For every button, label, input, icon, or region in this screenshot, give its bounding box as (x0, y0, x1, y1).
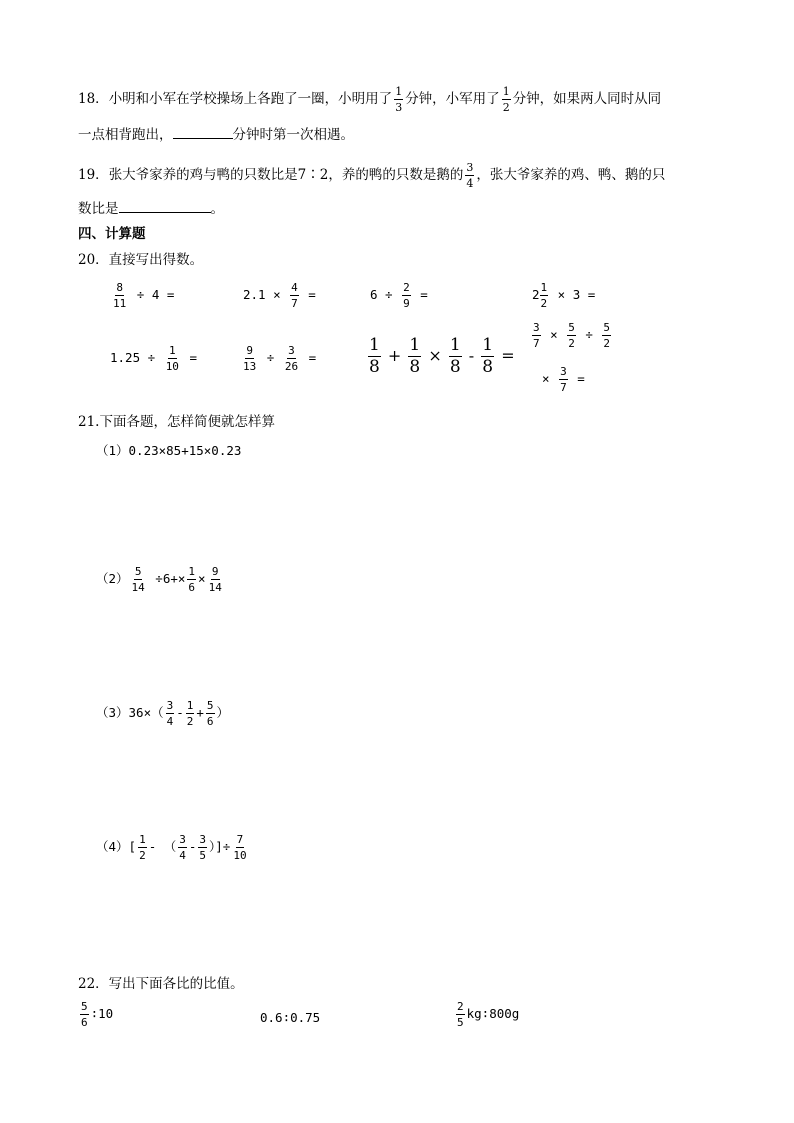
numerator: 3 (199, 833, 207, 846)
fraction (112, 282, 127, 309)
sub-question-label: （4）[ (96, 839, 137, 854)
fraction (456, 1001, 465, 1028)
numerator: 5 (81, 1000, 88, 1013)
numerator: 5 (568, 321, 575, 334)
expression-text: - （ (148, 839, 177, 854)
fraction (208, 566, 223, 593)
question-19-line-1 (78, 162, 665, 189)
denominator: 4 (466, 177, 474, 190)
operator: ÷ (259, 350, 282, 365)
sub-question-1: （1）0.23×85+15×0.23 (96, 443, 242, 458)
numerator: 4 (291, 281, 298, 294)
question-number: 19． (78, 167, 109, 183)
denominator: 5 (199, 849, 207, 862)
question-number: 18． (78, 91, 109, 107)
whole-number: 2 (532, 287, 540, 302)
fraction (165, 345, 180, 372)
answer-blank[interactable] (173, 124, 233, 139)
question-21-title: 21.下面各题，怎样简便就怎样算 (78, 414, 275, 430)
fraction (166, 700, 175, 727)
operator: × (428, 346, 442, 365)
numerator: 3 (533, 321, 540, 334)
question-text: 张大爷家养的鸡与鸭的只数比是7∶2，养的鸭的只数是鹅的 (108, 167, 464, 183)
denominator: 10 (233, 849, 247, 862)
question-text: 分钟时第一次相遇。 (232, 127, 354, 143)
expression-text: kg∶800g (466, 1006, 520, 1021)
expression-text: 6 ÷ (370, 287, 401, 302)
denominator: 4 (166, 715, 174, 728)
question-18-line-2 (78, 124, 354, 145)
sub-question-3 (96, 700, 229, 727)
sub-question-label: （3）36×（ (96, 705, 164, 720)
expression-text: ） (216, 705, 230, 720)
expression-text: ÷ 4 = (129, 287, 175, 302)
operator: = (501, 346, 515, 365)
expression-20-1 (110, 282, 174, 309)
question-text: 。 (210, 201, 224, 217)
fraction (178, 834, 187, 861)
expression-text: ∶10 (90, 1006, 114, 1021)
fraction (559, 366, 568, 393)
ratio-1 (80, 1001, 113, 1028)
fraction (408, 337, 421, 376)
denominator: 2 (540, 297, 548, 310)
numerator: 1 (449, 335, 461, 355)
operator: × (542, 327, 566, 342)
expression-text: ÷6+× (147, 571, 186, 586)
fraction (602, 322, 611, 349)
numerator: 1 (139, 833, 146, 846)
question-text: 小明和小军在学校操场上各跑了一圈，小明用了 (108, 91, 393, 107)
denominator: 11 (113, 297, 127, 310)
numerator: 1 (186, 699, 194, 712)
question-text: ，张大爷家养的鸡、鸭、鹅的只 (476, 167, 666, 183)
numerator: 3 (288, 344, 295, 357)
denominator: 2 (568, 337, 575, 350)
question-19-line-2 (78, 198, 224, 219)
ratio-3 (456, 1001, 519, 1028)
expression-text: = (301, 350, 317, 365)
expression-text: = (412, 287, 428, 302)
expression-text: = (181, 350, 197, 365)
operator: - (188, 839, 197, 854)
expression-20-4 (532, 282, 595, 309)
section-heading: 四、计算题 (78, 226, 146, 242)
numerator: 9 (246, 344, 253, 357)
question-text: 一点相背跑出， (78, 127, 173, 143)
fraction (131, 566, 146, 593)
denominator: 14 (131, 581, 145, 594)
question-text: 分钟，如果两人同时从同 (512, 91, 662, 107)
denominator: 2 (186, 715, 194, 728)
expression-20-6 (240, 345, 316, 372)
denominator: 14 (208, 581, 222, 594)
fraction (449, 337, 462, 376)
fraction (368, 337, 381, 376)
expression-20-2 (243, 282, 316, 309)
denominator: 7 (291, 297, 298, 310)
expression-20-7 (366, 337, 515, 376)
numerator: 5 (206, 699, 214, 712)
numerator: 1 (169, 344, 176, 357)
numerator: 1 (540, 281, 548, 294)
denominator: 8 (449, 357, 461, 377)
fraction (465, 162, 474, 189)
operator: + (196, 705, 204, 720)
denominator: 13 (243, 360, 257, 373)
numerator: 1 (369, 335, 380, 355)
numerator: 1 (409, 335, 421, 355)
denominator: 8 (369, 357, 380, 377)
expression-20-5 (110, 345, 197, 372)
denominator: 6 (81, 1016, 88, 1029)
numerator: 1 (502, 85, 510, 98)
denominator: 6 (188, 581, 196, 594)
fraction (540, 282, 549, 309)
operator: × (542, 371, 558, 386)
fraction (242, 345, 257, 372)
operator: × (198, 571, 206, 586)
numerator: 2 (457, 1000, 464, 1013)
numerator: 8 (116, 281, 123, 294)
expression-20-8-line-1 (530, 322, 613, 349)
numerator: 7 (236, 833, 244, 846)
numerator: 3 (560, 365, 567, 378)
denominator: 7 (560, 381, 567, 394)
denominator: 9 (403, 297, 410, 310)
denominator: 6 (206, 715, 214, 728)
denominator: 2 (603, 337, 611, 350)
fraction (481, 337, 494, 376)
fraction (532, 322, 541, 349)
operator: - (468, 346, 475, 365)
sub-question-label: （2） (96, 571, 129, 586)
denominator: 5 (457, 1016, 464, 1029)
question-text: 分钟，小军用了 (405, 91, 500, 107)
sub-question-4 (96, 834, 250, 861)
denominator: 7 (533, 337, 540, 350)
fraction (187, 566, 196, 593)
fraction (284, 345, 299, 372)
denominator: 4 (179, 849, 186, 862)
expression-text: 2.1 × (243, 287, 289, 302)
expression-text: 1.25 ÷ (110, 350, 163, 365)
question-20-title: 20．直接写出得数。 (78, 252, 204, 268)
numerator: 5 (134, 565, 142, 578)
fraction (394, 86, 403, 113)
fraction (198, 834, 207, 861)
numerator: 3 (179, 833, 186, 846)
ratio-2: 0.6∶0.75 (260, 1010, 321, 1025)
answer-blank[interactable] (119, 198, 211, 213)
expression-text: = (569, 371, 585, 386)
sub-question-2 (96, 566, 225, 593)
denominator: 8 (409, 357, 421, 377)
fraction (402, 282, 411, 309)
numerator: 3 (466, 161, 474, 174)
fraction (138, 834, 147, 861)
denominator: 10 (165, 360, 179, 373)
question-text: 数比是 (78, 201, 119, 217)
fraction (567, 322, 576, 349)
expression-20-8-line-2 (542, 366, 585, 393)
fraction (186, 700, 195, 727)
numerator: 1 (395, 85, 403, 98)
numerator: 9 (211, 565, 219, 578)
denominator: 3 (395, 101, 403, 114)
denominator: 2 (139, 849, 146, 862)
expression-20-3 (370, 282, 428, 309)
question-18-line-1 (78, 86, 661, 113)
operator: + (387, 346, 402, 365)
numerator: 1 (188, 565, 196, 578)
fraction (232, 834, 247, 861)
numerator: 5 (603, 321, 611, 334)
fraction (80, 1001, 89, 1028)
fraction (206, 700, 215, 727)
operator: - (176, 705, 184, 720)
numerator: 2 (403, 281, 410, 294)
denominator: 8 (482, 357, 494, 377)
question-22-title: 22．写出下面各比的比值。 (78, 976, 244, 992)
operator: ÷ (577, 327, 601, 342)
denominator: 2 (502, 101, 510, 114)
expression-text: ）]÷ (209, 839, 231, 854)
expression-text: = (300, 287, 316, 302)
numerator: 1 (482, 335, 494, 355)
fraction (290, 282, 299, 309)
denominator: 26 (284, 360, 299, 373)
numerator: 3 (166, 699, 174, 712)
expression-text: × 3 = (550, 287, 596, 302)
fraction (502, 86, 511, 113)
